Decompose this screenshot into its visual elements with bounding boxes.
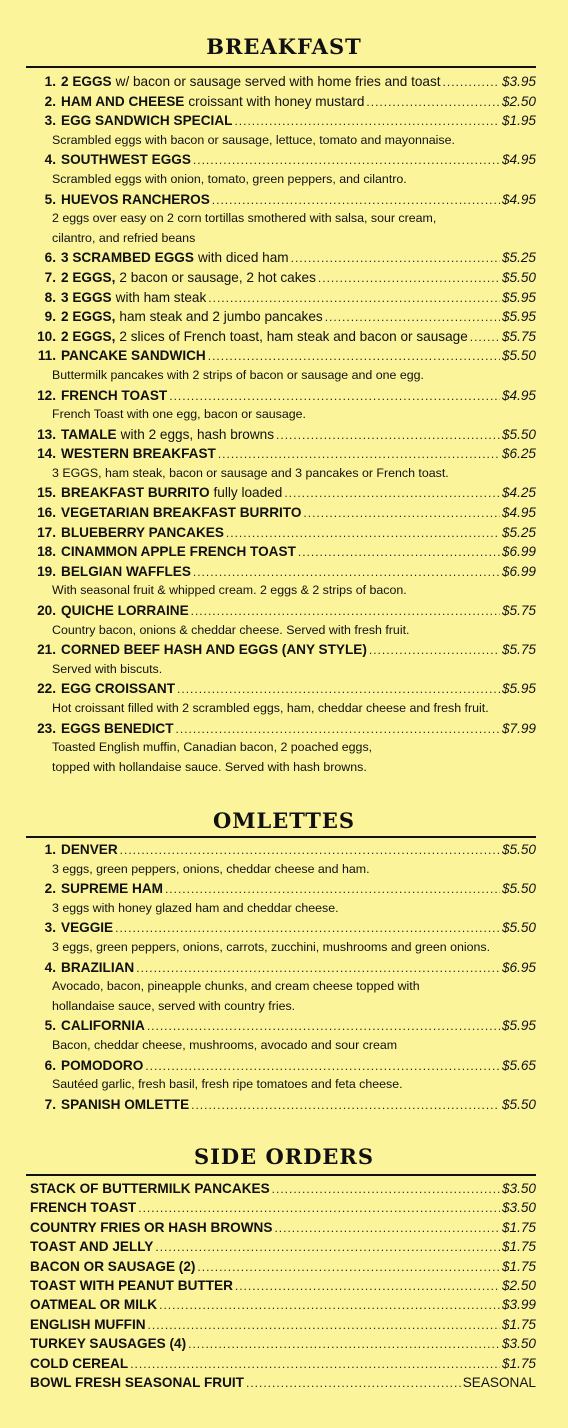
side-order-row [30, 1179, 536, 1198]
item-number: 23. [37, 720, 56, 736]
item-number: 3. [44, 920, 56, 936]
item-name: WESTERN BREAKFAST [61, 446, 216, 462]
dot-leader [218, 445, 500, 465]
item-price: $5.50 [501, 881, 536, 897]
item-price: $4.95 [501, 152, 536, 168]
item-description: French Toast with one egg, bacon or sausage. [52, 407, 306, 422]
item-description: 3 EGGS, ham steak, bacon or sausage and 3 pancakes or French toast. [52, 465, 449, 480]
item-number: 6. [44, 250, 56, 266]
side-order-price: $3.99 [501, 1297, 536, 1313]
item-price: $5.95 [501, 289, 536, 305]
item-price: $5.50 [501, 1096, 536, 1112]
item-price: $5.50 [501, 842, 536, 857]
menu-item-row [30, 562, 536, 582]
item-name: BREAKFAST BURRITO [61, 485, 210, 501]
menu-item-row [30, 386, 536, 406]
item-description: Avocado, bacon, pineapple chunks, and cream cheese topped with [52, 979, 420, 994]
item-price: $5.65 [501, 1057, 536, 1073]
item-price: $6.95 [501, 959, 536, 975]
dot-leader [120, 841, 500, 861]
dot-leader [303, 504, 500, 524]
dot-leader [234, 112, 500, 132]
item-name: 3 SCRAMBED EGGS [61, 250, 194, 266]
item-number: 1. [44, 842, 56, 857]
dot-leader [291, 249, 500, 269]
dot-leader [193, 151, 500, 171]
dot-leader [197, 1258, 500, 1277]
item-price: $5.25 [501, 250, 536, 266]
item-price: $5.50 [501, 920, 536, 936]
item-name: BELGIAN WAFFLES [61, 563, 191, 579]
menu-item-row [30, 111, 536, 131]
item-modifier: with diced ham [197, 250, 289, 266]
item-price: $4.95 [501, 505, 536, 521]
item-name: FRENCH TOAST [61, 387, 168, 403]
item-modifier: ham steak and 2 jumbo pancakes [119, 309, 323, 325]
item-name: CALIFORNIA [61, 1018, 145, 1034]
side-order-name: TOAST WITH PEANUT BUTTER [30, 1277, 233, 1293]
item-name: VEGETARIAN BREAKFAST BURRITO [61, 505, 302, 521]
omlettes-menu [30, 840, 536, 1114]
side-order-row [30, 1276, 536, 1295]
dot-leader [470, 328, 500, 348]
item-number: 13. [37, 426, 56, 442]
menu-item-row [30, 1016, 536, 1036]
item-price: $5.75 [501, 642, 536, 658]
breakfast-heading: BREAKFAST [206, 34, 362, 59]
item-name: PANCAKE SANDWICH [61, 348, 206, 364]
item-number: 5. [44, 1018, 56, 1034]
side-order-price: $1.75 [501, 1355, 536, 1371]
menu-item-row [30, 150, 536, 170]
item-name: POMODORO [61, 1057, 144, 1073]
item-number: 2. [44, 93, 56, 109]
item-number: 18. [37, 544, 56, 560]
side-order-price: $1.75 [501, 1316, 536, 1332]
item-number: 14. [37, 446, 56, 462]
item-description: 3 eggs, green peppers, onions, cheddar cheese and ham. [52, 861, 370, 876]
item-modifier: with 2 eggs, hash browns [120, 426, 275, 442]
item-price: $5.25 [501, 524, 536, 540]
item-name: TAMALE [61, 426, 117, 442]
breakfast-rule [26, 66, 536, 68]
item-name: VEGGIE [61, 920, 114, 936]
side-order-name: FRENCH TOAST [30, 1200, 137, 1216]
item-modifier: 2 slices of French toast, ham steak and bacon or sausage [119, 328, 468, 344]
item-description: Scrambled eggs with bacon or sausage, lettuce, tomato and mayonnaise. [52, 132, 455, 147]
item-description: Buttermilk pancakes with 2 strips of bacon or sausage and one egg. [52, 367, 424, 382]
item-description: Scrambled eggs with onion, tomato, green peppers, and cilantro. [52, 171, 407, 186]
dot-leader [284, 484, 500, 504]
item-modifier: 2 bacon or sausage, 2 hot cakes [119, 269, 316, 285]
item-name: SOUTHWEST EGGS [61, 152, 191, 168]
item-price: $5.50 [501, 426, 536, 442]
side-order-name: BACON OR SAUSAGE (2) [30, 1258, 196, 1274]
menu-item-row [30, 268, 536, 288]
item-price: $6.25 [501, 446, 536, 462]
item-description: cilantro, and refried beans [52, 230, 196, 245]
dot-leader [145, 1057, 500, 1077]
item-name: QUICHE LORRAINE [61, 603, 189, 619]
dot-leader [177, 680, 500, 700]
item-name: 2 EGGS, [61, 309, 116, 325]
menu-item-row [30, 72, 536, 92]
dot-leader [208, 347, 500, 367]
dot-leader [246, 1374, 461, 1393]
item-number: 11. [37, 348, 56, 364]
item-price: $5.95 [501, 309, 536, 325]
item-name: SUPREME HAM [61, 881, 163, 897]
menu-item-row [30, 288, 536, 308]
omlettes-heading: OMLETTES [213, 808, 355, 833]
item-number: 1. [44, 74, 56, 89]
side-order-row [30, 1373, 536, 1392]
item-description: Hot croissant filled with 2 scrambled eggs, ham, cheddar cheese and fresh fruit. [52, 701, 489, 715]
item-number: 4. [44, 152, 56, 168]
dot-leader [366, 93, 500, 113]
dot-leader [274, 1219, 500, 1238]
dot-leader [148, 1316, 500, 1335]
dot-leader [318, 269, 500, 289]
side-order-name: OATMEAL OR MILK [30, 1297, 158, 1313]
side-order-price: $3.50 [501, 1336, 536, 1352]
item-number: 22. [37, 681, 56, 697]
menu-item-row [30, 425, 536, 445]
dot-leader [169, 387, 500, 407]
item-number: 20. [37, 603, 56, 619]
dot-leader [136, 959, 500, 979]
item-modifier: croissant with honey mustard [188, 93, 365, 109]
dot-leader [159, 1296, 500, 1315]
dot-leader [235, 1277, 500, 1296]
item-number: 19. [37, 563, 56, 579]
item-price: $4.95 [501, 191, 536, 207]
item-description: Bacon, cheddar cheese, mushrooms, avocado and sour cream [52, 1037, 398, 1052]
side-order-name: ENGLISH MUFFIN [30, 1316, 146, 1332]
side-order-price: $1.75 [501, 1219, 536, 1235]
side-order-name: STACK OF BUTTERMILK PANCAKES [30, 1181, 270, 1196]
item-modifier: fully loaded [213, 485, 283, 501]
menu-item-row [30, 503, 536, 523]
item-price: $5.75 [501, 328, 536, 344]
dot-leader [130, 1355, 500, 1374]
menu-item-row [30, 190, 536, 210]
dot-leader [165, 880, 500, 900]
item-price: $3.95 [501, 74, 536, 89]
item-number: 7. [44, 1096, 56, 1112]
dot-leader [208, 289, 500, 309]
item-price: $4.25 [501, 485, 536, 501]
side-order-price: $2.50 [501, 1277, 536, 1293]
item-price: $1.95 [501, 113, 536, 129]
dot-leader [226, 524, 500, 544]
item-price: $7.99 [501, 720, 536, 736]
side-order-row [30, 1334, 536, 1353]
item-description: 2 eggs over easy on 2 corn tortillas smothered with salsa, sour cream, [52, 211, 437, 226]
side-order-name: TOAST AND JELLY [30, 1239, 154, 1255]
dot-leader [191, 1096, 500, 1116]
item-description: 3 eggs, green peppers, onions, carrots, zucchini, mushrooms and green onions. [52, 939, 491, 954]
item-number: 16. [37, 505, 56, 521]
item-price: $6.99 [501, 563, 536, 579]
dot-leader [176, 720, 500, 740]
dot-leader [369, 641, 500, 661]
menu-item-row [30, 248, 536, 268]
menu-item-row [30, 1056, 536, 1076]
item-name: 2 EGGS, [61, 328, 116, 344]
item-number: 5. [44, 191, 56, 207]
item-name: BLUEBERRY PANCAKES [61, 524, 224, 540]
omlettes-rule [26, 836, 536, 838]
item-description: With seasonal fruit & whipped cream. 2 eggs & 2 strips of bacon. [52, 583, 407, 598]
dot-leader [191, 602, 500, 622]
item-name: EGGS BENEDICT [61, 720, 174, 736]
item-description: Served with biscuts. [52, 661, 163, 676]
item-number: 17. [37, 524, 56, 540]
item-number: 12. [37, 387, 56, 403]
dot-leader [155, 1238, 500, 1257]
item-number: 9. [44, 309, 56, 325]
side-order-name: COUNTRY FRIES OR HASH BROWNS [30, 1219, 273, 1235]
item-number: 7. [44, 269, 56, 285]
item-description: topped with hollandaise sauce. Served with hash browns. [52, 759, 367, 774]
side-order-name: COLD CEREAL [30, 1355, 129, 1371]
item-name: DENVER [61, 842, 118, 857]
item-number: 21. [37, 642, 56, 658]
dot-leader [276, 426, 500, 446]
dot-leader [443, 73, 500, 93]
item-number: 8. [44, 289, 56, 305]
item-name: EGG CROISSANT [61, 681, 176, 697]
menu-item-row [30, 1095, 536, 1115]
item-name: 2 EGGS, [61, 269, 116, 285]
side-order-row [30, 1237, 536, 1256]
menu-item-row [30, 523, 536, 543]
side-order-price: $3.50 [501, 1200, 536, 1216]
item-name: BRAZILIAN [61, 959, 135, 975]
menu-item-row [30, 679, 536, 699]
dot-leader [188, 1335, 500, 1354]
item-name: HUEVOS RANCHEROS [61, 191, 210, 207]
menu-item-row [30, 327, 536, 347]
item-number: 2. [44, 881, 56, 897]
item-price: $5.50 [501, 348, 536, 364]
side-order-name: TURKEY SAUSAGES (4) [30, 1336, 187, 1352]
item-name: 2 EGGS [61, 74, 112, 89]
menu-item-row [30, 92, 536, 112]
item-name: SPANISH OMLETTE [61, 1096, 190, 1112]
item-number: 4. [44, 959, 56, 975]
side-order-row [30, 1257, 536, 1276]
item-price: $5.50 [501, 269, 536, 285]
dot-leader [272, 1180, 500, 1199]
item-number: 6. [44, 1057, 56, 1073]
menu-item-row [30, 918, 536, 938]
item-name: CORNED BEEF HASH AND EGGS (ANY STYLE) [61, 642, 367, 658]
menu-item-row [30, 640, 536, 660]
side-orders-menu [30, 1179, 536, 1392]
dot-leader [147, 1017, 500, 1037]
menu-item-row [30, 879, 536, 899]
item-number: 3. [44, 113, 56, 129]
item-modifier: w/ bacon or sausage served with home fries and toast [115, 74, 441, 89]
item-name: CINAMMON APPLE FRENCH TOAST [61, 544, 296, 560]
menu-item-row [30, 483, 536, 503]
side-order-row [30, 1315, 536, 1334]
item-number: 15. [37, 485, 56, 501]
item-number: 10. [37, 328, 56, 344]
item-price: $4.95 [501, 387, 536, 403]
side-order-row [30, 1354, 536, 1373]
item-description: Sautéed garlic, fresh basil, fresh ripe tomatoes and feta cheese. [52, 1077, 403, 1092]
item-price: $5.95 [501, 681, 536, 697]
menu-item-row [30, 958, 536, 978]
dot-leader [325, 308, 500, 328]
dot-leader [193, 563, 500, 583]
item-price: $2.50 [501, 93, 536, 109]
item-price: $5.95 [501, 1018, 536, 1034]
side-orders-rule [26, 1174, 536, 1176]
side-order-price: $1.75 [501, 1239, 536, 1255]
side-order-row [30, 1218, 536, 1237]
item-description: hollandaise sauce, served with country fries. [52, 998, 296, 1013]
side-orders-heading: SIDE ORDERS [193, 1144, 375, 1169]
side-order-row [30, 1198, 536, 1217]
item-name: HAM AND CHEESE [61, 93, 185, 109]
breakfast-menu [30, 72, 536, 777]
menu-item-row [30, 444, 536, 464]
menu-item-row [30, 542, 536, 562]
item-modifier: with ham steak [115, 289, 207, 305]
menu-item-row [30, 719, 536, 739]
dot-leader [298, 543, 500, 563]
menu-item-row [30, 346, 536, 366]
side-order-row [30, 1295, 536, 1314]
dot-leader [115, 919, 500, 939]
item-price: $6.99 [501, 544, 536, 560]
item-description: Toasted English muffin, Canadian bacon, 2 poached eggs, [52, 740, 373, 755]
item-description: Country bacon, onions & cheddar cheese. Served with fresh fruit. [52, 622, 410, 637]
dot-leader [212, 191, 500, 211]
item-description: 3 eggs with honey glazed ham and cheddar cheese. [52, 900, 339, 915]
item-name: EGG SANDWICH SPECIAL [61, 113, 233, 129]
dot-leader [138, 1199, 500, 1218]
side-order-price: SEASONAL [462, 1374, 536, 1390]
side-order-price: $1.75 [501, 1258, 536, 1274]
item-price: $5.75 [501, 603, 536, 619]
menu-item-row [30, 307, 536, 327]
item-name: 3 EGGS [61, 289, 112, 305]
menu-item-row [30, 601, 536, 621]
side-order-price: $3.50 [501, 1181, 536, 1196]
side-order-name: BOWL FRESH SEASONAL FRUIT [30, 1374, 244, 1390]
menu-item-row [30, 840, 536, 860]
